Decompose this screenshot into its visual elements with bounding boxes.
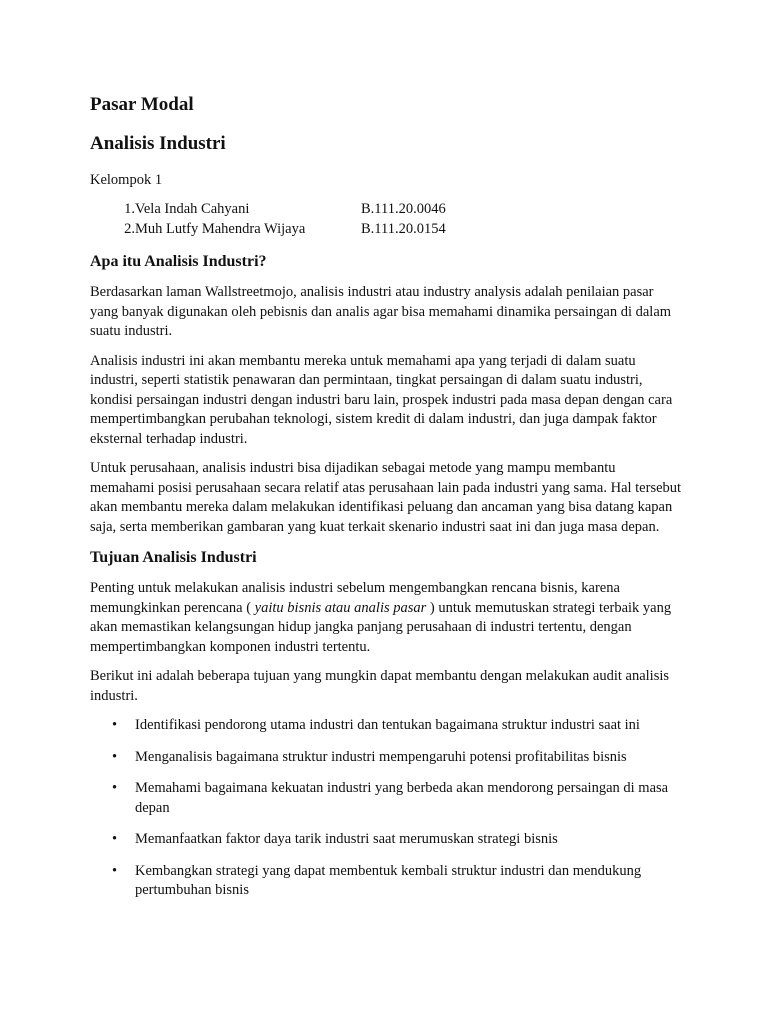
member-name: Muh Lutfy Mahendra Wijaya xyxy=(135,221,306,237)
section-heading-goals: Tujuan Analisis Industri xyxy=(90,549,257,566)
goals-list xyxy=(90,716,682,901)
member-number: 1. xyxy=(124,201,135,217)
bullet-icon: • xyxy=(112,831,118,847)
paragraph: Untuk perusahaan, analisis industri bisa dijadikan sebagai metode yang mampu membantu memahami posisi perusahaan secara relatif atas perusahaan lain pada industri yang sama. Hal tersebut akan membantu mereka dalam melakukan identifikasi peluang dan ancaman yang bisa datang kapan saja, serta memberikan gambaran yang kuat terkait skenario industri saat ini dan juga masa depan. xyxy=(90,460,682,535)
list-item xyxy=(90,862,682,901)
list-item-text: Memahami bagaimana kekuatan industri yang berbeda akan mendorong persaingan di masa depan xyxy=(135,780,669,816)
paragraph-italic-text: yaitu bisnis atau analis pasar xyxy=(254,599,427,616)
paragraph-text: ) untuk memutuskan strategi terbaik yang akan memastikan kelangsungan hidup jangka panjang perusahaan di industri tertentu, dengan mempertimbangkan komponen industri tertentu. xyxy=(90,599,672,655)
member-row xyxy=(90,219,682,239)
list-item xyxy=(90,716,682,736)
member-list xyxy=(90,199,682,239)
member-row xyxy=(90,199,682,219)
bullet-icon: • xyxy=(112,780,118,796)
paragraph-text: Penting untuk melakukan analisis industri sebelum mengembangkan rencana bisnis, karena memungkinkan perencana ( xyxy=(90,580,620,616)
list-item xyxy=(90,779,682,818)
list-item-text: Memanfaatkan faktor daya tarik industri saat merumuskan strategi bisnis xyxy=(135,831,558,847)
bullet-icon: • xyxy=(112,717,118,733)
document-subtitle: Analisis Industri xyxy=(90,133,226,154)
section-heading-what-is: Apa itu Analisis Industri? xyxy=(90,253,267,270)
paragraph: Berdasarkan laman Wallstreetmojo, analisis industri atau industry analysis adalah penilaian pasar yang banyak digunakan oleh pebisnis dan analis agar bisa memahami dinamika persaingan di dalam suatu industri. xyxy=(90,284,672,339)
group-label: Kelompok 1 xyxy=(90,172,163,188)
list-item xyxy=(90,830,682,850)
document-title: Pasar Modal xyxy=(90,94,194,115)
member-nim: B.111.20.0154 xyxy=(361,221,446,237)
bullet-icon: • xyxy=(112,748,118,765)
bullet-icon: • xyxy=(112,862,118,879)
list-item-text: Identifikasi pendorong utama industri dan tentukan bagaimana struktur industri saat ini xyxy=(135,717,640,733)
member-nim: B.111.20.0046 xyxy=(361,201,446,217)
list-item-text: Kembangkan strategi yang dapat membentuk kembali struktur industri dan mendukung pertumbuhan bisnis xyxy=(135,862,642,898)
paragraph xyxy=(90,579,682,657)
paragraph: Analisis industri ini akan membantu mereka untuk memahami apa yang terjadi di dalam suatu industri, seperti statistik penawaran dan permintaan, tingkat persaingan di dalam suatu industri, kondisi persaingan industri dengan industri baru lain, prospek industri pada masa depan dengan cara mempertimbangkan perubahan teknologi, sistem kredit di dalam industri, dan juga dampak faktor eksternal terhadap industri. xyxy=(90,352,673,447)
member-number: 2. xyxy=(124,221,135,237)
paragraph: Berikut ini adalah beberapa tujuan yang mungkin dapat membantu dengan melakukan audit analisis industri. xyxy=(90,668,670,704)
list-item xyxy=(90,748,682,768)
list-item-text: Menganalisis bagaimana struktur industri mempengaruhi potensi profitabilitas bisnis xyxy=(135,748,627,765)
member-name: Vela Indah Cahyani xyxy=(135,201,250,217)
document-page xyxy=(90,92,682,913)
